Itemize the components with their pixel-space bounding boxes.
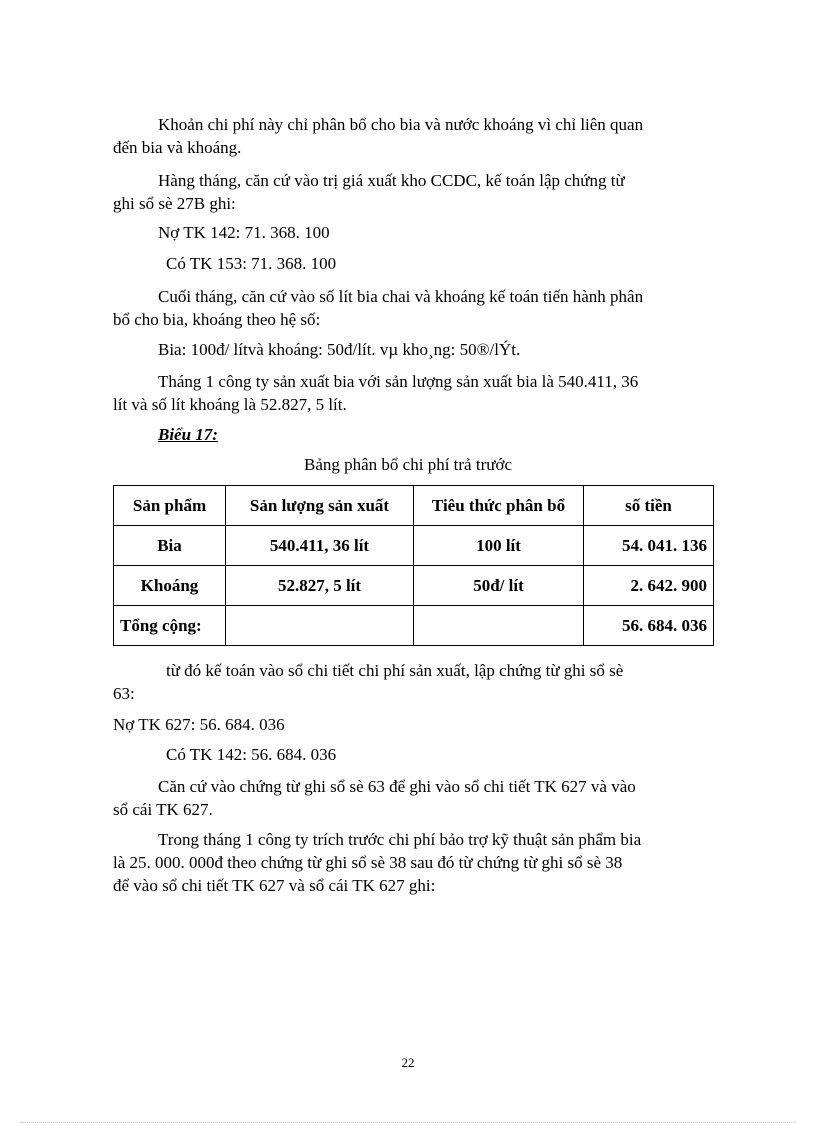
credit-entry: Có TK 153: 71. 368. 100	[166, 254, 337, 273]
paragraph-line: đến bia và khoáng.	[113, 138, 242, 157]
credit-entry: Có TK 142: 56. 684. 036	[166, 745, 337, 764]
column-header: Sản lượng sản xuất	[226, 486, 414, 526]
paragraph-line: Hàng tháng, căn cứ vào trị giá xuất kho CCDC, kế toán lập chứng từ	[158, 171, 625, 190]
table-heading: Biểu 17:	[158, 425, 218, 444]
paragraph-line: lít và số lít khoáng là 52.827, 5 lít.	[113, 395, 347, 414]
paragraph-line: Khoản chi phí này chỉ phân bổ cho bia và nước khoáng vì chỉ liên quan	[158, 115, 644, 134]
paragraph-line: từ đó kế toán vào sổ chi tiết chi phí sản xuất, lập chứng từ ghi sổ sè	[166, 661, 624, 680]
column-header: Sản phẩm	[114, 486, 226, 526]
page-number: 22	[401, 1055, 415, 1070]
table-total-row	[114, 606, 714, 646]
paragraph-line: là 25. 000. 000đ theo chứng từ ghi sổ sè 38 sau đó từ chứng từ ghi sổ sè 38	[113, 853, 623, 872]
paragraph-line: 63:	[113, 684, 135, 703]
paragraph-line: Tháng 1 công ty sản xuất bia với sản lượng sản xuất bia là 540.411, 36	[158, 372, 639, 391]
table-cell	[226, 606, 414, 646]
table-caption: Bảng phân bổ chi phí trả trước	[304, 455, 512, 474]
table-cell	[414, 606, 584, 646]
table-cell: 100 lít	[414, 526, 584, 566]
paragraph-line: sổ cái TK 627.	[113, 800, 213, 819]
table-cell: 56. 684. 036	[584, 606, 714, 646]
table-cell: 50đ/ lít	[414, 566, 584, 606]
debit-entry: Nợ TK 627: 56. 684. 036	[113, 715, 285, 734]
table-cell: Khoáng	[114, 566, 226, 606]
paragraph-line: để vào sổ chi tiết TK 627 và sổ cái TK 627 ghi:	[113, 876, 436, 895]
column-header: Tiêu thức phân bổ	[414, 486, 584, 526]
allocation-table	[113, 485, 714, 646]
table-cell: Bia	[114, 526, 226, 566]
table-cell: 540.411, 36 lít	[226, 526, 414, 566]
debit-entry: Nợ TK 142: 71. 368. 100	[158, 223, 330, 242]
paragraph-line: bổ cho bia, khoáng theo hệ số:	[113, 310, 321, 329]
paragraph-line: Trong tháng 1 công ty trích trước chi phí bảo trợ kỹ thuật sản phẩm bia	[158, 830, 642, 849]
table-cell: 2. 642. 900	[584, 566, 714, 606]
table-header-row	[114, 486, 714, 526]
table-cell: 52.827, 5 lít	[226, 566, 414, 606]
coefficient-line: Bia: 100đ/ lítvà khoáng: 50đ/lít. vµ kho¸ng: 50®/lÝt.	[158, 340, 521, 359]
table-row	[114, 566, 714, 606]
column-header: số tiền	[584, 486, 714, 526]
paragraph-line: Căn cứ vào chứng từ ghi sổ sè 63 để ghi vào sổ chi tiết TK 627 và vào	[158, 777, 636, 796]
paragraph-line: ghi sổ sè 27B ghi:	[113, 194, 236, 213]
paragraph-line: Cuối tháng, căn cứ vào số lít bia chai và khoáng kế toán tiến hành phân	[158, 287, 644, 306]
table-row	[114, 526, 714, 566]
table-cell: 54. 041. 136	[584, 526, 714, 566]
table-cell: Tổng cộng:	[114, 606, 226, 646]
